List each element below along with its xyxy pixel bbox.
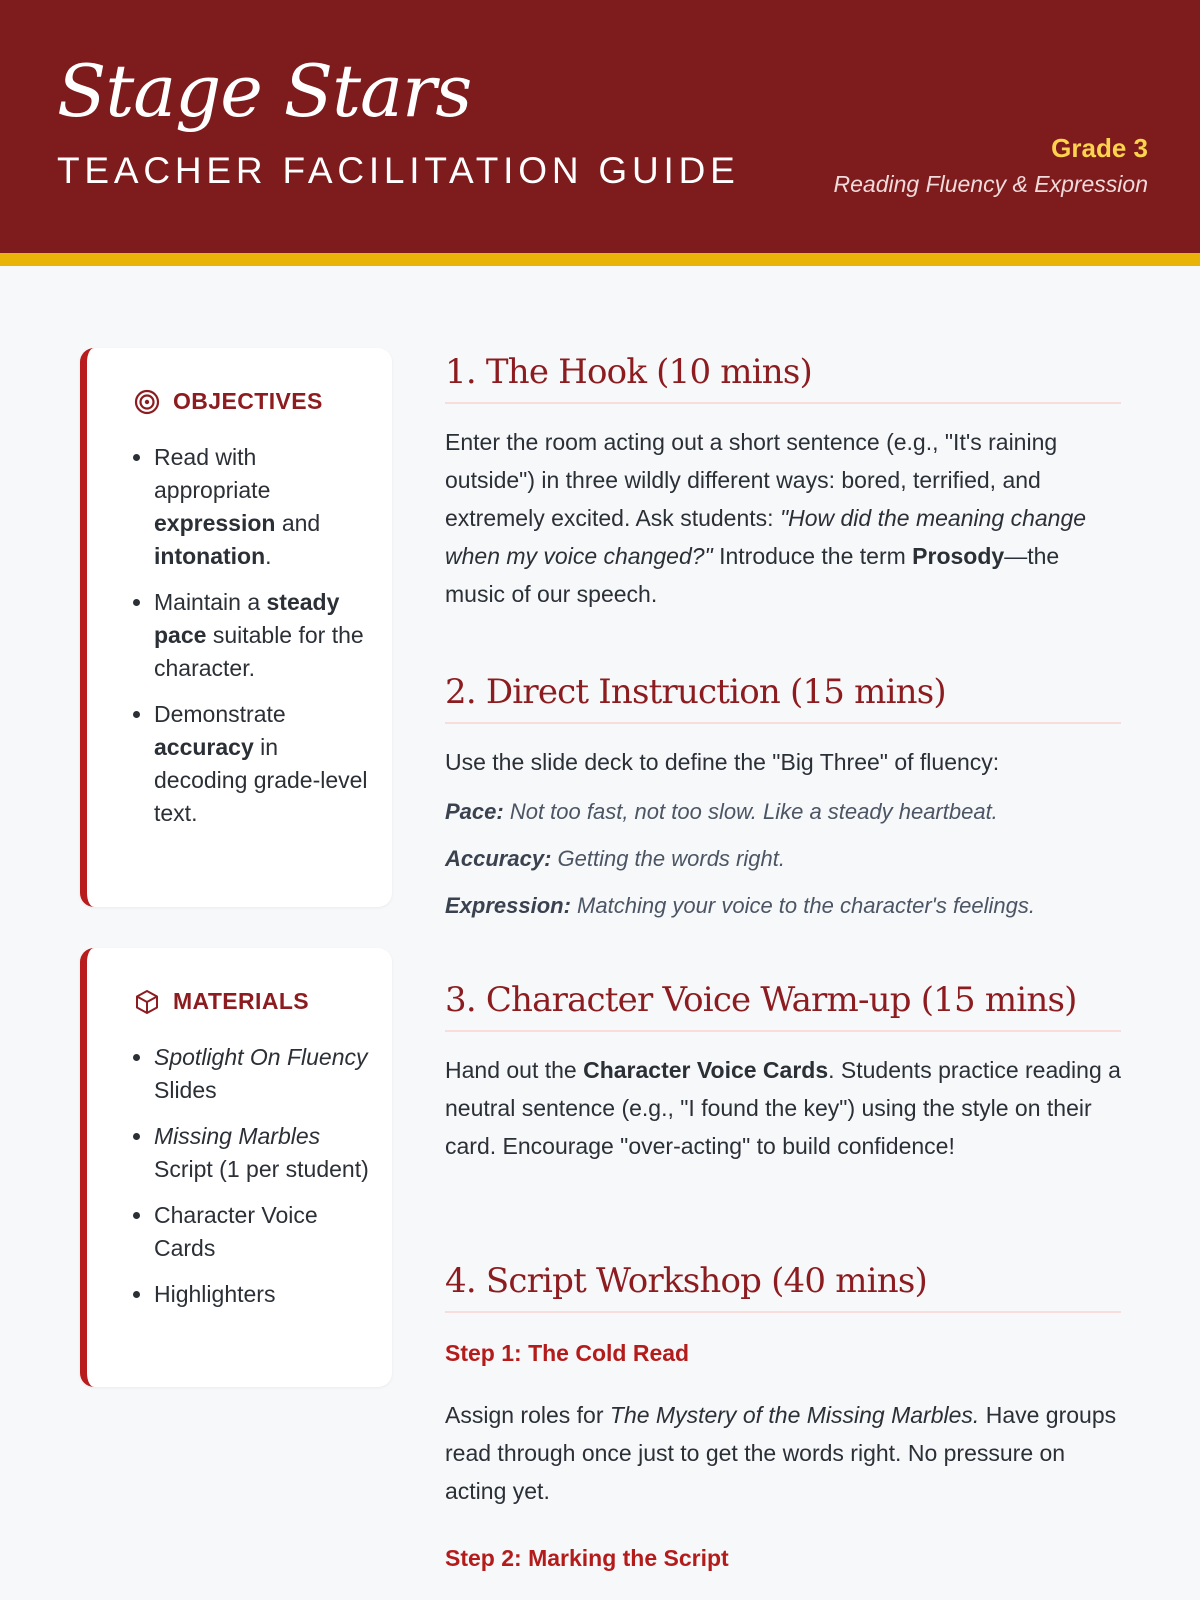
objective-item: • Demonstrate accuracy in decoding grade-level text. [154, 698, 374, 830]
materials-header [134, 988, 309, 1015]
instruction-intro: Use the slide deck to define the "Big Three" of fluency: [445, 749, 1000, 775]
header-banner [0, 0, 1200, 253]
grade-label: Grade 3 [1051, 133, 1148, 163]
material-item: • Character Voice Cards [154, 1199, 374, 1265]
guide-title: Stage Stars [57, 49, 472, 133]
definition-expression: Expression: Matching your voice to the character's feelings. [445, 893, 1035, 918]
material-item: • Spotlight On Fluency Slides [154, 1041, 374, 1107]
objectives-title: OBJECTIVES [173, 388, 323, 414]
definition-pace: Pace: Not too fast, not too slow. Like a steady heartbeat. [445, 799, 998, 824]
section-heading-warmup: 3. Character Voice Warm-up (15 mins) [445, 983, 1121, 1032]
objective-item: • Read with appropriate expression and intonation. [154, 441, 374, 573]
step-heading-marking: Step 2: Marking the Script [445, 1545, 729, 1571]
section-heading-workshop: 4. Script Workshop (40 mins) [445, 1264, 1121, 1313]
workshop-paragraph: Assign roles for The Mystery of the Missing Marbles. Have groups read through once just to get the words right. No pressure on acting yet. [445, 1402, 1117, 1504]
materials-title: MATERIALS [173, 988, 310, 1014]
material-item: • Missing Marbles Script (1 per student) [154, 1120, 374, 1186]
objectives-header [134, 388, 323, 415]
definition-accuracy: Accuracy: Getting the words right. [445, 846, 785, 871]
strand-label: Reading Fluency & Expression [833, 171, 1148, 197]
objectives-list [154, 441, 374, 843]
target-icon [134, 389, 160, 415]
section-heading-hook: 1. The Hook (10 mins) [445, 355, 1121, 404]
materials-card [80, 948, 392, 1387]
objective-item: • Maintain a steady pace suitable for the character. [154, 586, 374, 685]
hook-paragraph: Enter the room acting out a short sentence (e.g., "It's raining outside") in three wildly different ways: bored, terrified, and extremely excited. Ask students: "How did the meaning change when my voice changed?" Introduce the term Prosody—the music of our speech. [445, 429, 1087, 607]
material-item: • Highlighters [154, 1278, 374, 1311]
section-heading-instruction: 2. Direct Instruction (15 mins) [445, 675, 1121, 724]
header-accent-rule [0, 253, 1200, 266]
guide-subtitle: TEACHER FACILITATION GUIDE [57, 150, 740, 191]
warmup-paragraph: Hand out the Character Voice Cards. Students practice reading a neutral sentence (e.g., "I found the key") using the style on their card. Encourage "over-acting" to build confidence! [445, 1057, 1121, 1159]
box-icon [134, 989, 160, 1015]
objectives-card [80, 348, 392, 907]
materials-list [154, 1041, 374, 1324]
step-heading-cold-read: Step 1: The Cold Read [445, 1340, 690, 1366]
